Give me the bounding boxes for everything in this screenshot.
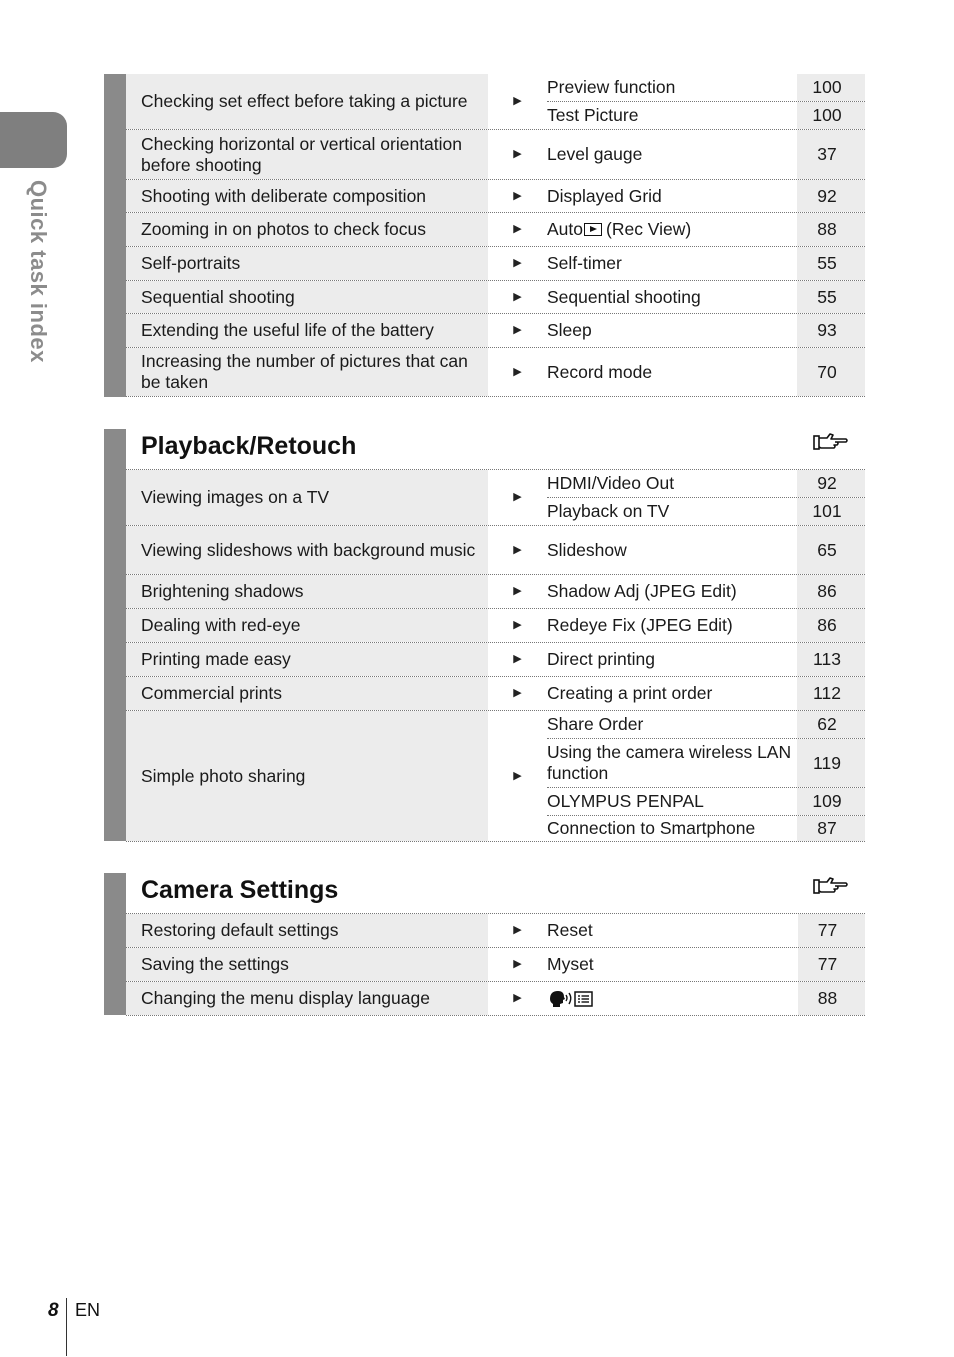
task-cell: Checking set effect before taking a picture (126, 74, 488, 129)
function-entry (547, 470, 865, 497)
function-entry (547, 948, 865, 981)
task-cell: Printing made easy (126, 643, 488, 676)
page-number: 88 (797, 213, 865, 246)
table-row (126, 213, 865, 247)
function-entry (547, 213, 865, 246)
page-number: 37 (797, 130, 865, 179)
section-header (126, 429, 865, 470)
function-entry (547, 247, 865, 280)
task-cell: Brightening shadows (126, 575, 488, 608)
table-row (126, 180, 865, 213)
arrow-icon: ▶ (513, 619, 522, 631)
task-cell: Commercial prints (126, 677, 488, 710)
table-row (126, 575, 865, 609)
arrow-icon: ▶ (513, 958, 522, 970)
table-row (126, 247, 865, 281)
table-row (126, 643, 865, 677)
function-name: Myset (547, 954, 594, 974)
task-cell: Restoring default settings (126, 914, 488, 947)
table-row (126, 948, 865, 982)
function-entry (547, 738, 865, 787)
page-number: 119 (797, 739, 865, 787)
arrow-icon: ▶ (513, 257, 522, 269)
function-name: Reset (547, 920, 593, 940)
table-row (126, 130, 865, 180)
section-title: Playback/Retouch (141, 432, 357, 460)
page-number: 92 (797, 180, 865, 212)
page-number: 93 (797, 314, 865, 347)
function-entry (547, 609, 865, 642)
footer-language: EN (75, 1300, 101, 1320)
function-name: Preview function (547, 77, 676, 97)
function-entry (547, 711, 865, 738)
section-bar (104, 429, 126, 841)
page-number: 77 (798, 914, 865, 947)
function-entry (547, 575, 865, 608)
arrow-icon: ▶ (513, 189, 522, 202)
function-name: Slideshow (547, 539, 627, 560)
task-cell: Increasing the number of pictures that can be taken (126, 348, 488, 396)
table-row (126, 74, 865, 130)
task-cell: Saving the settings (126, 948, 488, 981)
task-cell: Sequential shooting (126, 281, 488, 313)
function-entry (547, 74, 865, 101)
function-entry (547, 101, 865, 129)
function-entry (547, 180, 865, 212)
function-entry (547, 314, 865, 347)
function-name: Creating a print order (547, 683, 713, 703)
function-name: Playback on TV (547, 501, 670, 521)
page-number: 86 (797, 609, 865, 642)
page-number: 109 (797, 788, 865, 815)
page-number: 77 (798, 948, 865, 981)
function-name (547, 213, 797, 246)
function-name: Connection to Smartphone (547, 818, 756, 838)
arrow-icon: ▶ (513, 585, 522, 597)
function-name: Redeye Fix (JPEG Edit) (547, 615, 733, 635)
language-menu-icon (547, 989, 595, 1009)
function-entry (547, 815, 865, 841)
task-cell: Shooting with deliberate composition (126, 180, 488, 212)
task-cell: Self-portraits (126, 247, 488, 280)
function-name: Share Order (547, 714, 644, 734)
page-number: 100 (797, 102, 865, 129)
page-number: 65 (797, 526, 865, 574)
function-entry (547, 281, 865, 313)
table-row (126, 677, 865, 711)
arrow-icon: ▶ (513, 290, 522, 303)
pointing-hand-icon (813, 875, 849, 897)
table-row (126, 314, 865, 348)
section-bar (104, 74, 126, 397)
function-entry (547, 787, 865, 815)
arrow-icon: ▶ (513, 95, 522, 107)
section-shooting (104, 74, 865, 397)
pointing-hand-icon (813, 431, 849, 453)
table-row (126, 281, 865, 314)
arrow-icon: ▶ (513, 543, 522, 556)
side-tab (0, 112, 67, 168)
page-number: 55 (797, 281, 865, 313)
task-cell: Zooming in on photos to check focus (126, 213, 488, 246)
page-number: 70 (797, 348, 865, 396)
function-name: HDMI/Video Out (547, 473, 675, 493)
function-entry (547, 643, 865, 676)
arrow-icon: ▶ (513, 365, 522, 378)
task-cell: Checking horizontal or vertical orientation before shooting (126, 130, 488, 179)
arrow-icon: ▶ (513, 148, 522, 160)
arrow-icon: ▶ (513, 324, 522, 336)
footer-divider (66, 1298, 67, 1356)
table-row (126, 470, 865, 526)
footer-page-number: 8 (48, 1300, 59, 1321)
page-number: 92 (797, 470, 865, 497)
section-header (126, 873, 865, 914)
function-entry (547, 497, 865, 525)
task-cell: Viewing images on a TV (126, 470, 488, 525)
table-row (126, 609, 865, 643)
page-number: 62 (797, 711, 865, 738)
function-name: OLYMPUS PENPAL (547, 791, 704, 811)
playback-icon (584, 223, 602, 236)
task-cell: Viewing slideshows with background music (126, 526, 488, 574)
arrow-icon: ▶ (513, 992, 522, 1004)
arrow-icon: ▶ (513, 491, 522, 503)
table-row (126, 914, 865, 948)
function-entry (547, 348, 865, 396)
table-row (126, 526, 865, 575)
function-entry (547, 982, 865, 1015)
function-suffix: (Rec View) (606, 219, 692, 239)
page-number: 101 (797, 498, 865, 525)
page-number: 100 (797, 74, 865, 101)
function-name: Sleep (547, 320, 592, 340)
section-title: Camera Settings (141, 876, 339, 904)
section-bar (104, 873, 126, 1015)
table-row (126, 982, 865, 1016)
task-cell: Simple photo sharing (126, 711, 488, 841)
function-name (547, 982, 798, 1015)
page-number: 55 (797, 247, 865, 280)
section-playback-retouch (104, 429, 865, 841)
side-tab-label: Quick task index (26, 180, 51, 363)
function-name: Using the camera wireless LAN function (547, 742, 792, 783)
table-row (126, 711, 865, 842)
function-name: Self-timer (547, 253, 622, 273)
section-camera-settings (104, 873, 865, 1015)
arrow-icon: ▶ (513, 769, 522, 782)
function-name: Direct printing (547, 649, 655, 669)
function-entry (547, 914, 865, 947)
function-name: Test Picture (547, 105, 639, 125)
task-cell: Extending the useful life of the battery (126, 314, 488, 347)
page-number: 87 (797, 816, 865, 841)
arrow-icon: ▶ (513, 924, 522, 936)
function-entry (547, 677, 865, 710)
task-cell: Changing the menu display language (126, 982, 488, 1015)
function-entry (547, 526, 865, 574)
arrow-icon: ▶ (513, 687, 522, 699)
arrow-icon: ▶ (513, 653, 522, 665)
page-number: 88 (798, 982, 865, 1015)
page-number: 112 (797, 677, 865, 710)
arrow-icon: ▶ (513, 223, 522, 235)
function-name: Displayed Grid (547, 185, 662, 206)
task-cell: Dealing with red-eye (126, 609, 488, 642)
function-name: Shadow Adj (JPEG Edit) (547, 581, 737, 601)
function-name: Level gauge (547, 144, 643, 164)
page-number: 86 (797, 575, 865, 608)
function-entry (547, 130, 865, 179)
function-name: Record mode (547, 361, 653, 382)
function-name: Sequential shooting (547, 286, 701, 307)
table-row (126, 348, 865, 397)
function-prefix: Auto (547, 219, 583, 239)
page-number: 113 (797, 643, 865, 676)
